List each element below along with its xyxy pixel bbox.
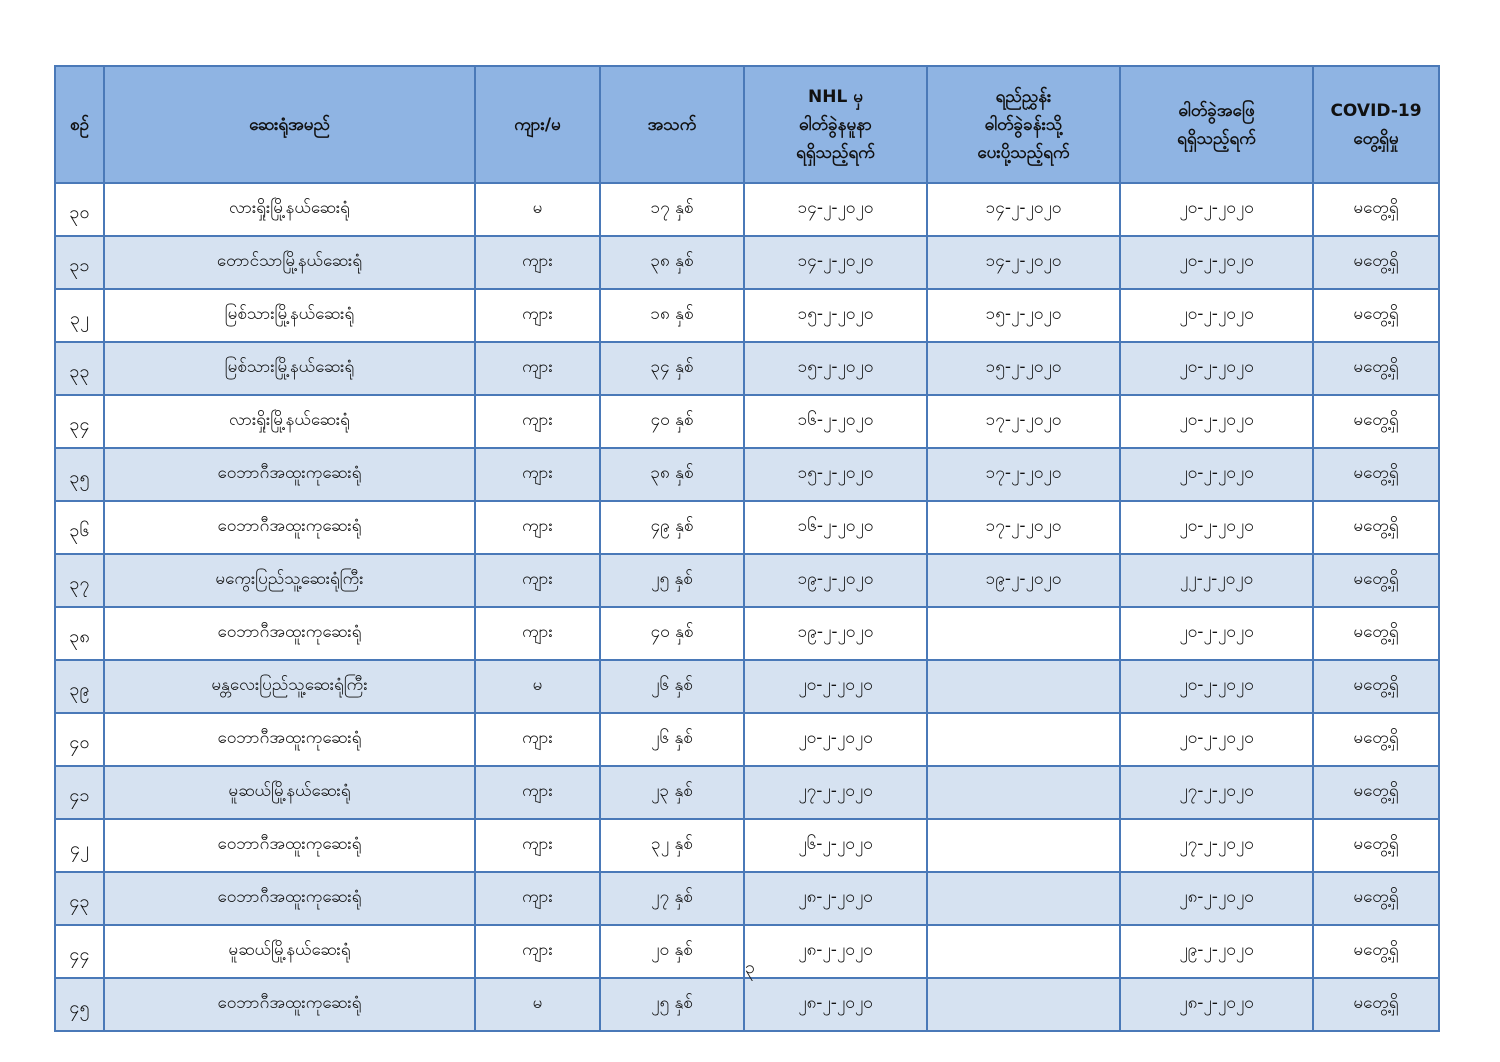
cell-hospital: တောင်သာမြို့နယ်ဆေးရုံ xyxy=(104,236,475,289)
table-body xyxy=(55,183,1439,1031)
cell-nhl-received: ၁၉-၂-၂၀၂၀ xyxy=(744,607,927,660)
cell-sex: ကျား xyxy=(475,925,600,978)
column-header-line: စဉ် xyxy=(70,114,89,135)
cell-no: ၃၉ xyxy=(55,660,104,713)
cell-result-received: ၂၈-၂-၂၀၂၀ xyxy=(1120,872,1313,925)
cell-no: ၃၂ xyxy=(55,289,104,342)
cell-result-received: ၂၀-၂-၂၀၂၀ xyxy=(1120,183,1313,236)
table-header xyxy=(55,66,1439,183)
cell-nhl-received: ၁၅-၂-၂၀၂၀ xyxy=(744,289,927,342)
column-header-line: ရည်ညွှန်း xyxy=(995,86,1052,107)
cell-age: ၂၅ နှစ် xyxy=(600,978,744,1031)
column-header-line: COVID-19 xyxy=(1330,100,1422,121)
column-header-line: ဓါတ်ခွဲခန်းသို့ xyxy=(984,114,1063,135)
cell-ref-lab-sent: ၁၉-၂-၂၀၂၀ xyxy=(927,554,1120,607)
table-row xyxy=(55,766,1439,819)
cell-hospital: လားရှိုးမြို့နယ်ဆေးရုံ xyxy=(104,395,475,448)
cell-ref-lab-sent xyxy=(927,607,1120,660)
table-row xyxy=(55,872,1439,925)
cell-no: ၄၅ xyxy=(55,978,104,1031)
cell-sex: ကျား xyxy=(475,342,600,395)
cell-no: ၄၀ xyxy=(55,713,104,766)
cell-hospital: မန္တလေးပြည်သူ့ဆေးရုံကြီး xyxy=(104,660,475,713)
column-header-no xyxy=(55,66,104,183)
cell-age: ၂၆ နှစ် xyxy=(600,713,744,766)
cell-age: ၃၂ နှစ် xyxy=(600,819,744,872)
cell-hospital: ဝေဘာဂီအထူးကုဆေးရုံ xyxy=(104,978,475,1031)
cell-hospital: မြစ်သားမြို့နယ်ဆေးရုံ xyxy=(104,289,475,342)
cell-result-received: ၂၀-၂-၂၀၂၀ xyxy=(1120,501,1313,554)
cell-sex: ကျား xyxy=(475,289,600,342)
cell-no: ၄၄ xyxy=(55,925,104,978)
cell-nhl-received: ၂၇-၂-၂၀၂၀ xyxy=(744,766,927,819)
cell-nhl-received: ၁၆-၂-၂၀၂၀ xyxy=(744,501,927,554)
column-header-hospital xyxy=(104,66,475,183)
cell-age: ၄၀ နှစ် xyxy=(600,607,744,660)
cell-hospital: ဝေဘာဂီအထူးကုဆေးရုံ xyxy=(104,713,475,766)
cell-sex: ကျား xyxy=(475,607,600,660)
cell-hospital: ဝေဘာဂီအထူးကုဆေးရုံ xyxy=(104,501,475,554)
cell-result-received: ၂၀-၂-၂၀၂၀ xyxy=(1120,448,1313,501)
cell-no: ၃၀ xyxy=(55,183,104,236)
column-header-line: ပေးပို့သည့်ရက် xyxy=(977,142,1070,163)
table-row xyxy=(55,183,1439,236)
column-header-line: တွေ့ရှိမှု xyxy=(1353,128,1399,149)
cell-covid19-result: မတွေ့ရှိ xyxy=(1313,183,1439,236)
cell-result-received: ၂၀-၂-၂၀၂၀ xyxy=(1120,660,1313,713)
cell-hospital: မူဆယ်မြို့နယ်ဆေးရုံ xyxy=(104,766,475,819)
cell-covid19-result: မတွေ့ရှိ xyxy=(1313,448,1439,501)
cell-no: ၃၈ xyxy=(55,607,104,660)
column-header-line: ရရှိသည့်ရက် xyxy=(1177,128,1256,149)
cell-no: ၃၆ xyxy=(55,501,104,554)
cell-ref-lab-sent: ၁၅-၂-၂၀၂၀ xyxy=(927,289,1120,342)
cell-ref-lab-sent xyxy=(927,766,1120,819)
cell-age: ၂၆ နှစ် xyxy=(600,660,744,713)
cell-no: ၄၁ xyxy=(55,766,104,819)
cell-ref-lab-sent xyxy=(927,713,1120,766)
cell-no: ၄၃ xyxy=(55,872,104,925)
cell-nhl-received: ၂၀-၂-၂၀၂၀ xyxy=(744,713,927,766)
column-header-covid19-result xyxy=(1313,66,1439,183)
cell-hospital: ဝေဘာဂီအထူးကုဆေးရုံ xyxy=(104,819,475,872)
cell-sex: မ xyxy=(475,978,600,1031)
table-row xyxy=(55,342,1439,395)
cell-no: ၃၁ xyxy=(55,236,104,289)
cell-covid19-result: မတွေ့ရှိ xyxy=(1313,713,1439,766)
cell-hospital: လားရှိုးမြို့နယ်ဆေးရုံ xyxy=(104,183,475,236)
table-row xyxy=(55,607,1439,660)
cell-sex: ကျား xyxy=(475,448,600,501)
column-header-age xyxy=(600,66,744,183)
column-header-line: NHL မှ xyxy=(808,86,863,107)
cell-nhl-received: ၂၈-၂-၂၀၂၀ xyxy=(744,872,927,925)
cell-hospital: မူဆယ်မြို့နယ်ဆေးရုံ xyxy=(104,925,475,978)
cell-age: ၁၇ နှစ် xyxy=(600,183,744,236)
cell-ref-lab-sent xyxy=(927,978,1120,1031)
cell-nhl-received: ၁၄-၂-၂၀၂၀ xyxy=(744,236,927,289)
cell-sex: ကျား xyxy=(475,236,600,289)
column-header-line: ဓါတ်ခွဲအဖြေ xyxy=(1178,100,1255,121)
cell-age: ၃၈ နှစ် xyxy=(600,236,744,289)
cell-hospital: မကွေးပြည်သူ့ဆေးရုံကြီး xyxy=(104,554,475,607)
cell-nhl-received: ၁၉-၂-၂၀၂၀ xyxy=(744,554,927,607)
cell-hospital: ဝေဘာဂီအထူးကုဆေးရုံ xyxy=(104,448,475,501)
cell-result-received: ၂၀-၂-၂၀၂၀ xyxy=(1120,236,1313,289)
cell-age: ၁၈ နှစ် xyxy=(600,289,744,342)
cell-nhl-received: ၂၀-၂-၂၀၂၀ xyxy=(744,660,927,713)
cell-age: ၂၃ နှစ် xyxy=(600,766,744,819)
cell-covid19-result: မတွေ့ရှိ xyxy=(1313,236,1439,289)
cell-covid19-result: မတွေ့ရှိ xyxy=(1313,342,1439,395)
cell-ref-lab-sent xyxy=(927,819,1120,872)
cell-nhl-received: ၂၆-၂-၂၀၂၀ xyxy=(744,819,927,872)
cell-ref-lab-sent: ၁၇-၂-၂၀၂၀ xyxy=(927,448,1120,501)
cell-result-received: ၂၀-၂-၂၀၂၀ xyxy=(1120,607,1313,660)
cell-sex: ကျား xyxy=(475,395,600,448)
cell-covid19-result: မတွေ့ရှိ xyxy=(1313,925,1439,978)
cell-result-received: ၂၂-၂-၂၀၂၀ xyxy=(1120,554,1313,607)
column-header-sex xyxy=(475,66,600,183)
cell-age: ၂၅ နှစ် xyxy=(600,554,744,607)
cell-result-received: ၂၈-၂-၂၀၂၀ xyxy=(1120,978,1313,1031)
column-header-nhl-received xyxy=(744,66,927,183)
cell-age: ၃၈ နှစ် xyxy=(600,448,744,501)
cell-result-received: ၂၇-၂-၂၀၂၀ xyxy=(1120,766,1313,819)
cell-no: ၃၄ xyxy=(55,395,104,448)
column-header-line: အသက် xyxy=(647,114,697,135)
cell-result-received: ၂၀-၂-၂၀၂၀ xyxy=(1120,713,1313,766)
cell-covid19-result: မတွေ့ရှိ xyxy=(1313,819,1439,872)
cell-covid19-result: မတွေ့ရှိ xyxy=(1313,872,1439,925)
table-row xyxy=(55,554,1439,607)
cell-hospital: ဝေဘာဂီအထူးကုဆေးရုံ xyxy=(104,872,475,925)
cell-ref-lab-sent: ၁၇-၂-၂၀၂၀ xyxy=(927,501,1120,554)
cell-result-received: ၂၀-၂-၂၀၂၀ xyxy=(1120,395,1313,448)
cell-covid19-result: မတွေ့ရှိ xyxy=(1313,554,1439,607)
results-table xyxy=(54,65,1440,1032)
cell-nhl-received: ၂၈-၂-၂၀၂၀ xyxy=(744,978,927,1031)
cell-nhl-received: ၁၅-၂-၂၀၂၀ xyxy=(744,342,927,395)
column-header-result-received xyxy=(1120,66,1313,183)
table-row xyxy=(55,448,1439,501)
cell-covid19-result: မတွေ့ရှိ xyxy=(1313,289,1439,342)
cell-sex: ကျား xyxy=(475,713,600,766)
table-row xyxy=(55,501,1439,554)
column-header-line: ရရှိသည့်ရက် xyxy=(796,142,875,163)
header-row xyxy=(55,66,1439,183)
cell-age: ၂၇ နှစ် xyxy=(600,872,744,925)
table-row xyxy=(55,395,1439,448)
cell-ref-lab-sent xyxy=(927,872,1120,925)
cell-sex: ကျား xyxy=(475,501,600,554)
cell-result-received: ၂၀-၂-၂၀၂၀ xyxy=(1120,289,1313,342)
cell-no: ၃၇ xyxy=(55,554,104,607)
table-row xyxy=(55,660,1439,713)
cell-sex: ကျား xyxy=(475,819,600,872)
cell-hospital: မြစ်သားမြို့နယ်ဆေးရုံ xyxy=(104,342,475,395)
cell-nhl-received: ၂၈-၂-၂၀၂၀ xyxy=(744,925,927,978)
cell-covid19-result: မတွေ့ရှိ xyxy=(1313,978,1439,1031)
cell-ref-lab-sent: ၁၄-၂-၂၀၂၀ xyxy=(927,183,1120,236)
cell-nhl-received: ၁၅-၂-၂၀၂၀ xyxy=(744,448,927,501)
cell-covid19-result: မတွေ့ရှိ xyxy=(1313,395,1439,448)
cell-no: ၃၅ xyxy=(55,448,104,501)
cell-covid19-result: မတွေ့ရှိ xyxy=(1313,501,1439,554)
cell-nhl-received: ၁၄-၂-၂၀၂၀ xyxy=(744,183,927,236)
cell-sex: မ xyxy=(475,183,600,236)
table-row xyxy=(55,289,1439,342)
cell-result-received: ၂၀-၂-၂၀၂၀ xyxy=(1120,342,1313,395)
table-row xyxy=(55,713,1439,766)
cell-sex: မ xyxy=(475,660,600,713)
cell-sex: ကျား xyxy=(475,872,600,925)
cell-hospital: ဝေဘာဂီအထူးကုဆေးရုံ xyxy=(104,607,475,660)
column-header-ref-lab-sent xyxy=(927,66,1120,183)
cell-sex: ကျား xyxy=(475,554,600,607)
cell-result-received: ၂၇-၂-၂၀၂၀ xyxy=(1120,819,1313,872)
cell-sex: ကျား xyxy=(475,766,600,819)
cell-ref-lab-sent: ၁၇-၂-၂၀၂၀ xyxy=(927,395,1120,448)
cell-ref-lab-sent xyxy=(927,660,1120,713)
cell-age: ၄၉ နှစ် xyxy=(600,501,744,554)
table-row xyxy=(55,819,1439,872)
cell-age: ၃၄ နှစ် xyxy=(600,342,744,395)
column-header-line: ကျား/မ xyxy=(514,114,561,135)
cell-age: ၂၀ နှစ် xyxy=(600,925,744,978)
column-header-line: ဆေးရုံအမည် xyxy=(249,114,330,135)
table-row xyxy=(55,236,1439,289)
cell-covid19-result: မတွေ့ရှိ xyxy=(1313,607,1439,660)
page-number: ၃ xyxy=(744,957,756,978)
column-header-line: ဓါတ်ခွဲနမူနာ xyxy=(799,114,872,135)
table-row xyxy=(55,978,1439,1031)
cell-covid19-result: မတွေ့ရှိ xyxy=(1313,660,1439,713)
cell-covid19-result: မတွေ့ရှိ xyxy=(1313,766,1439,819)
cell-ref-lab-sent: ၁၅-၂-၂၀၂၀ xyxy=(927,342,1120,395)
cell-no: ၄၂ xyxy=(55,819,104,872)
cell-no: ၃၃ xyxy=(55,342,104,395)
cell-nhl-received: ၁၆-၂-၂၀၂၀ xyxy=(744,395,927,448)
cell-ref-lab-sent: ၁၄-၂-၂၀၂၀ xyxy=(927,236,1120,289)
cell-age: ၄၀ နှစ် xyxy=(600,395,744,448)
cell-result-received: ၂၉-၂-၂၀၂၀ xyxy=(1120,925,1313,978)
